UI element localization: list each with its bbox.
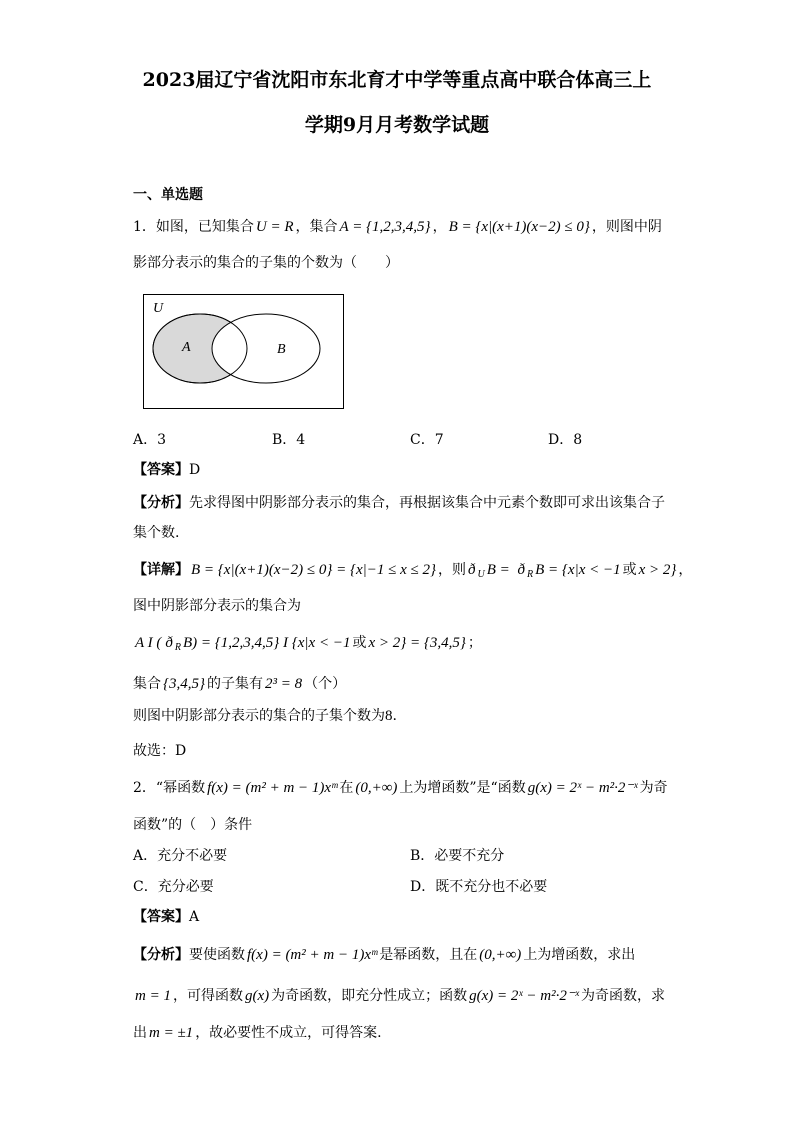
analysis-text: 要使函数 [189, 947, 245, 963]
detail-label: 【详解】 [133, 562, 189, 578]
q1-conclusion: 故选：D [133, 743, 187, 759]
q1-option-c: C．7 [410, 432, 444, 448]
complement-subscript: U [477, 569, 485, 580]
answer-value: A [189, 909, 200, 925]
q2-option-a: A．充分不必要 [133, 848, 228, 864]
q2-stem-math-g: g(x) = 2ˣ − m²·2⁻ˣ [527, 780, 638, 796]
detail-text: 或 [352, 635, 367, 651]
q2-option-d: D．既不充分也不必要 [410, 879, 548, 895]
detail-math: {3,4,5} [163, 676, 205, 692]
q1-option-b: B．4 [272, 432, 306, 448]
q1-stem-math-a: A = {1,2,3,4,5} [339, 219, 431, 235]
section-heading: 一、单选题 [133, 187, 203, 203]
q1-stem-text: ，则图中阴 [591, 219, 662, 235]
complement-symbol: ð [517, 562, 526, 578]
analysis-text: 先求得图中阴影部分表示的集合，再根据该集合中元素个数即可求出该集合子 [189, 495, 665, 511]
analysis-label: 【分析】 [133, 947, 189, 963]
analysis-text: ，可得函数 [172, 988, 243, 1004]
q1-detail-line2: 图中阴影部分表示的集合为 [133, 598, 301, 614]
q1-detail-line3 [133, 633, 482, 653]
q2-answer [133, 907, 199, 927]
analysis-label: 【分析】 [133, 495, 189, 511]
q1-stem-math-b: B = {x|(x+1)(x−2) ≤ 0} [448, 219, 590, 235]
q2-stem-text: 在 [339, 780, 354, 796]
doc-title-line2: 学期9月月考数学试题 [304, 114, 490, 136]
detail-math: A I ( [135, 635, 162, 651]
q1-option-a: A．3 [133, 432, 167, 448]
analysis-math: g(x) [244, 988, 270, 1004]
doc-title-line1: 2023届辽宁省沈阳市东北育才中学等重点高中联合体高三上 [142, 69, 652, 91]
q1-stem-math-u: U = R [255, 219, 294, 235]
q2-option-b: B．必要不充分 [410, 848, 505, 864]
analysis-text: 为奇函数，即充分性成立；函数 [271, 988, 468, 1004]
q1-answer [133, 460, 200, 480]
answer-label: 【答案】 [133, 462, 189, 478]
detail-text: ； [467, 635, 482, 651]
detail-math: x > 2} = {3,4,5} [368, 635, 466, 651]
q2-stem-text: 为奇 [639, 780, 668, 796]
complement-subscript: R [174, 642, 181, 653]
q2-analysis-line1 [133, 945, 635, 965]
detail-number: 8 [385, 708, 393, 724]
detail-text: （个） [304, 676, 347, 692]
set-a-label: A [182, 340, 191, 355]
q2-stem-line1 [133, 778, 668, 798]
detail-text: . [392, 708, 397, 724]
analysis-text: 上为增函数，求出 [523, 947, 636, 963]
detail-math: 2³ = 8 [265, 676, 303, 692]
detail-math: B) = {1,2,3,4,5} I {x|x < −1 [183, 635, 351, 651]
detail-text: 的子集有 [207, 676, 263, 692]
q2-stem-line2: 函数”的（ ）条件 [133, 817, 253, 833]
q1-detail-line5 [133, 706, 397, 726]
detail-text: ，则 [437, 562, 466, 578]
q2-option-c: C．充分必要 [133, 879, 214, 895]
analysis-text: 是幂函数，且在 [379, 947, 478, 963]
detail-math: x > 2} [638, 562, 677, 578]
set-b-ellipse [212, 314, 320, 383]
venn-diagram [143, 294, 345, 410]
q1-analysis-line1 [133, 493, 665, 513]
q1-stem-line1 [133, 217, 662, 237]
analysis-text: ，故必要性不成立，可得答案. [195, 1025, 382, 1041]
analysis-math: (0,+∞) [479, 947, 522, 963]
analysis-math: m = 1 [135, 988, 171, 1004]
q1-stem-text: ， [432, 219, 447, 235]
q2-stem-math-interval: (0,+∞) [355, 780, 398, 796]
q2-analysis-line3 [133, 1023, 382, 1043]
q1-detail-line1 [133, 560, 692, 580]
analysis-text: 出 [133, 1025, 147, 1041]
complement-symbol: ð [165, 635, 173, 651]
q1-stem-text: ，集合 [295, 219, 338, 235]
q1-stem-text: 1．如图，已知集合 [133, 219, 254, 235]
detail-text: 则图中阴影部分表示的集合的子集个数为 [133, 708, 385, 724]
detail-text: 或 [622, 562, 637, 578]
q2-stem-text: 2．“幂函数 [133, 780, 206, 796]
set-b-label: B [277, 342, 286, 357]
q1-option-d: D．8 [548, 432, 583, 448]
analysis-text: 为奇函数，求 [580, 988, 665, 1004]
detail-math: B = [486, 562, 514, 578]
answer-value: D [189, 462, 201, 478]
analysis-math: m = ±1 [149, 1025, 194, 1041]
universe-label: U [153, 301, 164, 316]
detail-text: ， [678, 562, 693, 578]
complement-subscript: R [527, 569, 534, 580]
detail-math: B = {x|x < −1 [535, 562, 621, 578]
analysis-math: g(x) = 2ˣ − m²·2⁻ˣ [469, 988, 579, 1004]
q1-detail-line4 [133, 674, 346, 694]
complement-symbol: ð [467, 562, 476, 578]
detail-math: B = {x|(x+1)(x−2) ≤ 0} = {x|−1 ≤ x ≤ 2} [191, 562, 436, 578]
q2-stem-math-f: f(x) = (m² + m − 1)xᵐ [207, 780, 338, 796]
q2-analysis-line2 [133, 986, 665, 1006]
analysis-math: f(x) = (m² + m − 1)xᵐ [247, 947, 378, 963]
detail-text: 集合 [133, 676, 161, 692]
q1-stem-line2: 影部分表示的集合的子集的个数为（ ） [133, 255, 399, 271]
q2-stem-text: 上为增函数”是“函数 [399, 780, 526, 796]
q1-analysis-line2: 集个数. [133, 525, 180, 541]
answer-label: 【答案】 [133, 909, 189, 925]
